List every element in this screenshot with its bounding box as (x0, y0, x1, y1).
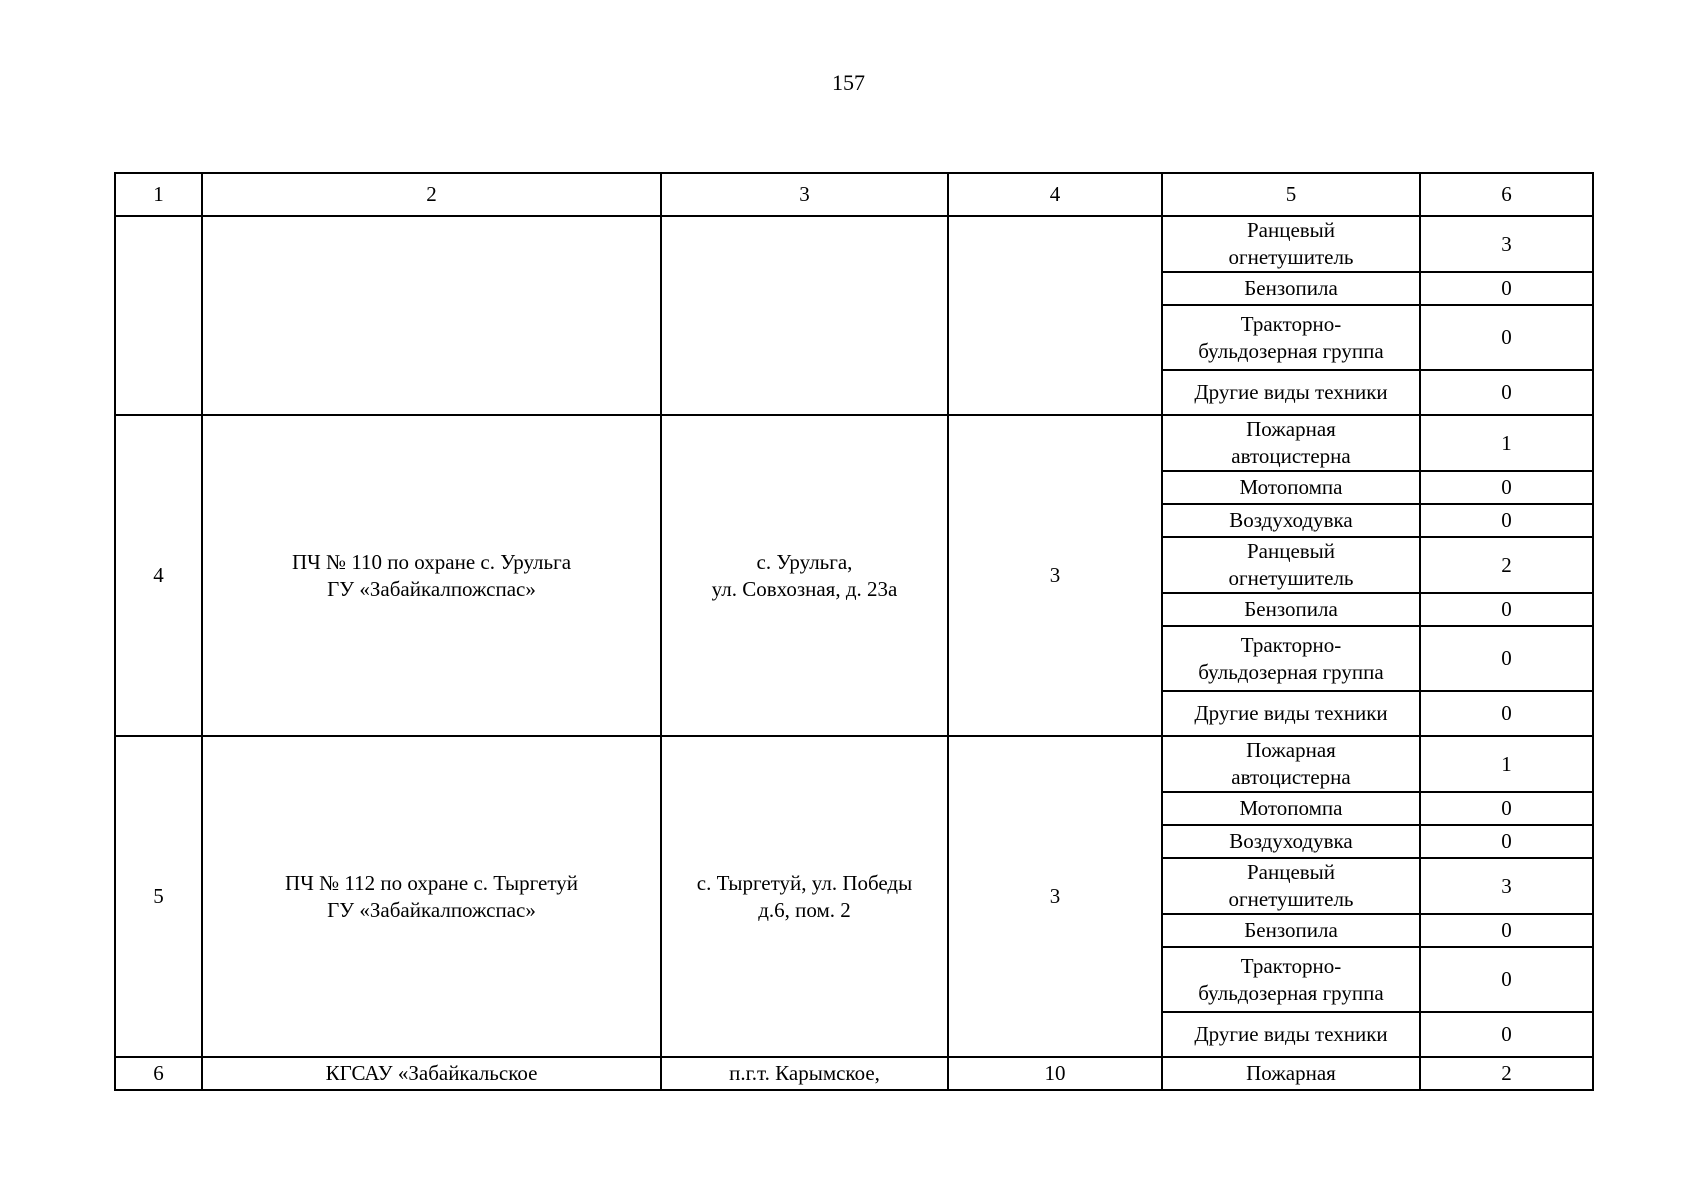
row-num: 4 (115, 415, 202, 736)
equipment-qty: 0 (1420, 1012, 1593, 1057)
header-cell: 4 (948, 173, 1162, 216)
equipment-qty: 0 (1420, 272, 1593, 305)
equipment-qty: 1 (1420, 736, 1593, 792)
continuation-num-cell (115, 216, 202, 415)
header-cell: 3 (661, 173, 948, 216)
equipment-name: Ранцевый огнетушитель (1162, 537, 1420, 593)
equipment-qty: 2 (1420, 537, 1593, 593)
org-name: ПЧ № 110 по охране с. Урульга ГУ «Забайкалпожспас» (202, 415, 661, 736)
equipment-name: Пожарная (1162, 1057, 1420, 1090)
equipment-qty: 2 (1420, 1057, 1593, 1090)
address: с. Урульга, ул. Совхозная, д. 23а (661, 415, 948, 736)
equipment-name: Другие виды техники (1162, 1012, 1420, 1057)
continuation-staff-cell (948, 216, 1162, 415)
staff-count: 10 (948, 1057, 1162, 1090)
equipment-qty: 0 (1420, 947, 1593, 1012)
row-num: 5 (115, 736, 202, 1057)
equipment-name: Бензопила (1162, 914, 1420, 947)
equipment-name: Воздуходувка (1162, 504, 1420, 537)
staff-count: 3 (948, 736, 1162, 1057)
equipment-qty: 3 (1420, 858, 1593, 914)
equipment-qty: 0 (1420, 504, 1593, 537)
header-cell: 6 (1420, 173, 1593, 216)
equipment-qty: 0 (1420, 370, 1593, 415)
equipment-name: Бензопила (1162, 593, 1420, 626)
equipment-name: Тракторно- бульдозерная группа (1162, 947, 1420, 1012)
page-number: 157 (832, 70, 865, 95)
header-cell: 5 (1162, 173, 1420, 216)
org-name: ПЧ № 112 по охране с. Тыргетуй ГУ «Забайкалпожспас» (202, 736, 661, 1057)
header-cell: 2 (202, 173, 661, 216)
equipment-qty: 0 (1420, 471, 1593, 504)
table-row (115, 415, 1593, 471)
equipment-name: Тракторно- бульдозерная группа (1162, 626, 1420, 691)
table-row (115, 736, 1593, 792)
equipment-name: Ранцевый огнетушитель (1162, 216, 1420, 272)
equipment-qty: 0 (1420, 691, 1593, 736)
address: п.г.т. Карымское, (661, 1057, 948, 1090)
address: с. Тыргетуй, ул. Победы д.6, пом. 2 (661, 736, 948, 1057)
equipment-name: Тракторно- бульдозерная группа (1162, 305, 1420, 370)
equipment-name: Другие виды техники (1162, 370, 1420, 415)
table-header-row (115, 173, 1593, 216)
equipment-qty: 0 (1420, 792, 1593, 825)
equipment-name: Воздуходувка (1162, 825, 1420, 858)
equipment-qty: 3 (1420, 216, 1593, 272)
equipment-name: Пожарная автоцистерна (1162, 736, 1420, 792)
equipment-qty: 0 (1420, 305, 1593, 370)
equipment-qty: 0 (1420, 593, 1593, 626)
equipment-name: Бензопила (1162, 272, 1420, 305)
continuation-address-cell (661, 216, 948, 415)
org-name: КГСАУ «Забайкальское (202, 1057, 661, 1090)
equipment-qty: 0 (1420, 914, 1593, 947)
row-num: 6 (115, 1057, 202, 1090)
equipment-name: Мотопомпа (1162, 792, 1420, 825)
equipment-qty: 0 (1420, 825, 1593, 858)
equipment-qty: 1 (1420, 415, 1593, 471)
equipment-name: Мотопомпа (1162, 471, 1420, 504)
equipment-name: Ранцевый огнетушитель (1162, 858, 1420, 914)
staff-count: 3 (948, 415, 1162, 736)
table-row (115, 1057, 1593, 1090)
continuation-org-cell (202, 216, 661, 415)
table-row (115, 216, 1593, 272)
equipment-name: Другие виды техники (1162, 691, 1420, 736)
equipment-qty: 0 (1420, 626, 1593, 691)
equipment-table (114, 172, 1594, 1091)
equipment-name: Пожарная автоцистерна (1162, 415, 1420, 471)
header-cell: 1 (115, 173, 202, 216)
